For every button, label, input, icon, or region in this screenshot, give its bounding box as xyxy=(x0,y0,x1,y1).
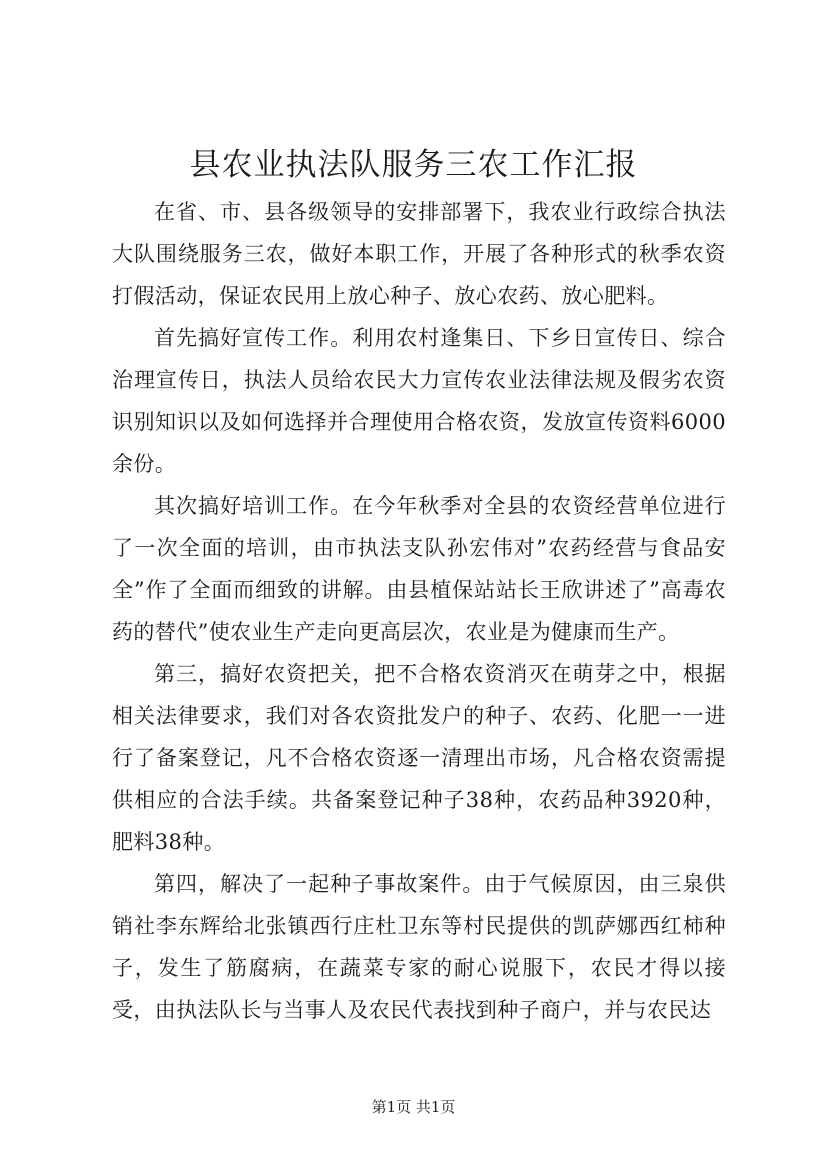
paragraph-publicity: 首先搞好宣传工作。利用农村逢集日、下乡日宣传日、综合治理宣传日，执法人员给农民大力宣传农业法律法规及假劣农资识别知识以及如何选择并合理使用合格农资，发放宣传资料6000余份。 xyxy=(112,326,726,476)
paragraph-inspection: 第三，搞好农资把关，把不合格农资消灭在萌芽之中，根据相关法律要求，我们对各农资批发户的种子、农药、化肥一一进行了备案登记，凡不合格农资逐一清理出市场，凡合格农资需提供相应的合法手续。共备案登记种子38种，农药品种3920种，肥料38种。 xyxy=(112,662,726,854)
paragraph-seed-case: 第四，解决了一起种子事故案件。由于气候原因，由三泉供销社李东辉给北张镇西行庄杜卫东等村民提供的凯萨娜西红柿种子，发生了筋腐病，在蔬菜专家的耐心说服下，农民才得以接受，由执法队长与当事人及农民代表找到种子商户，并与农民达 xyxy=(112,872,726,1022)
paragraph-intro: 在省、市、县各级领导的安排部署下，我农业行政综合执法大队围绕服务三农，做好本职工作，开展了各种形式的秋季农资打假活动，保证农民用上放心种子、放心农药、放心肥料。 xyxy=(112,200,726,308)
document-body xyxy=(112,191,726,1031)
page-footer: 第1页 共1页 xyxy=(371,1098,456,1116)
paragraph-training: 其次搞好培训工作。在今年秋季对全县的农资经营单位进行了一次全面的培训，由市执法支队孙宏伟对”农药经营与食品安全”作了全面而细致的讲解。由县植保站站长王欣讲述了”高毒农药的替代”使农业生产走向更高层次，农业是为健康而生产。 xyxy=(112,494,726,644)
document-title: 县农业执法队服务三农工作汇报 xyxy=(189,147,638,183)
